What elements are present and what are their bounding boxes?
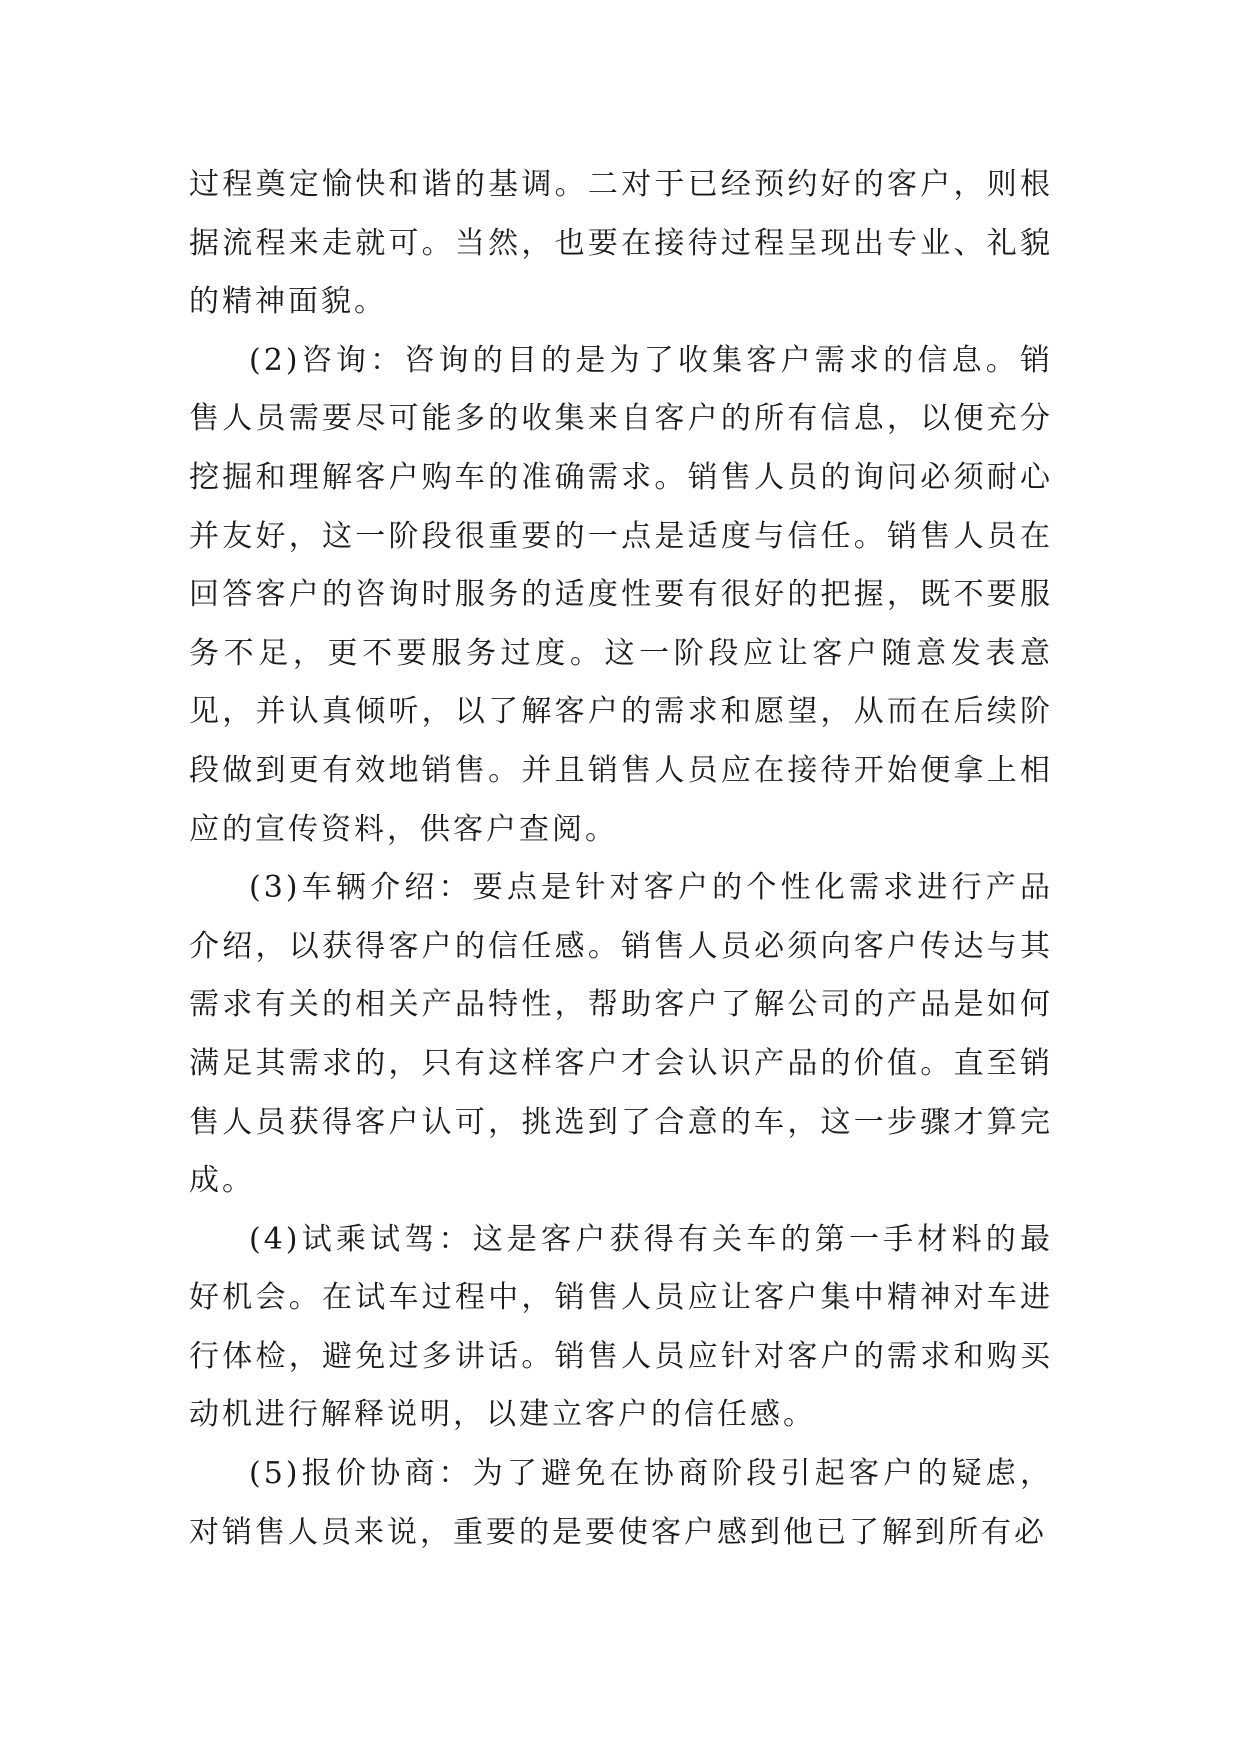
document-body <box>189 156 1053 1562</box>
paragraph-vehicle-introduction: (3)车辆介绍：要点是针对客户的个性化需求进行产品介绍，以获得客户的信任感。销售人员必须向客户传达与其需求有关的相关产品特性，帮助客户了解公司的产品是如何满足其需求的，只有这样客户才会认识产品的价值。直至销售人员获得客户认可，挑选到了合意的车，这一步骤才算完成。 <box>189 870 1053 1199</box>
paragraph-test-drive: (4)试乘试驾：这是客户获得有关车的第一手材料的最好机会。在试车过程中，销售人员应让客户集中精神对车进行体检，避免过多讲话。销售人员应针对客户的需求和购买动机进行解释说明，以建立客户的信任感。 <box>189 1221 1053 1433</box>
paragraph-consultation: (2)咨询：咨询的目的是为了收集客户需求的信息。销售人员需要尽可能多的收集来自客户的所有信息，以便充分挖掘和理解客户购车的准确需求。销售人员的询问必须耐心并友好，这一阶段很重要的一点是适度与信任。销售人员在回答客户的咨询时服务的适度性要有很好的把握，既不要服务不足，更不要服务过度。这一阶段应让客户随意发表意见，并认真倾听，以了解客户的需求和愿望，从而在后续阶段做到更有效地销售。并且销售人员应在接待开始便拿上相应的宣传资料，供客户查阅。 <box>189 342 1053 847</box>
paragraph-continued: 过程奠定愉快和谐的基调。二对于已经预约好的客户，则根据流程来走就可。当然，也要在接待过程呈现出专业、礼貌的精神面貌。 <box>189 167 1053 320</box>
paragraph-price-negotiation: (5)报价协商：为了避免在协商阶段引起客户的疑虑，对销售人员来说，重要的是要使客户感到他已了解到所有必 <box>189 1456 1053 1550</box>
